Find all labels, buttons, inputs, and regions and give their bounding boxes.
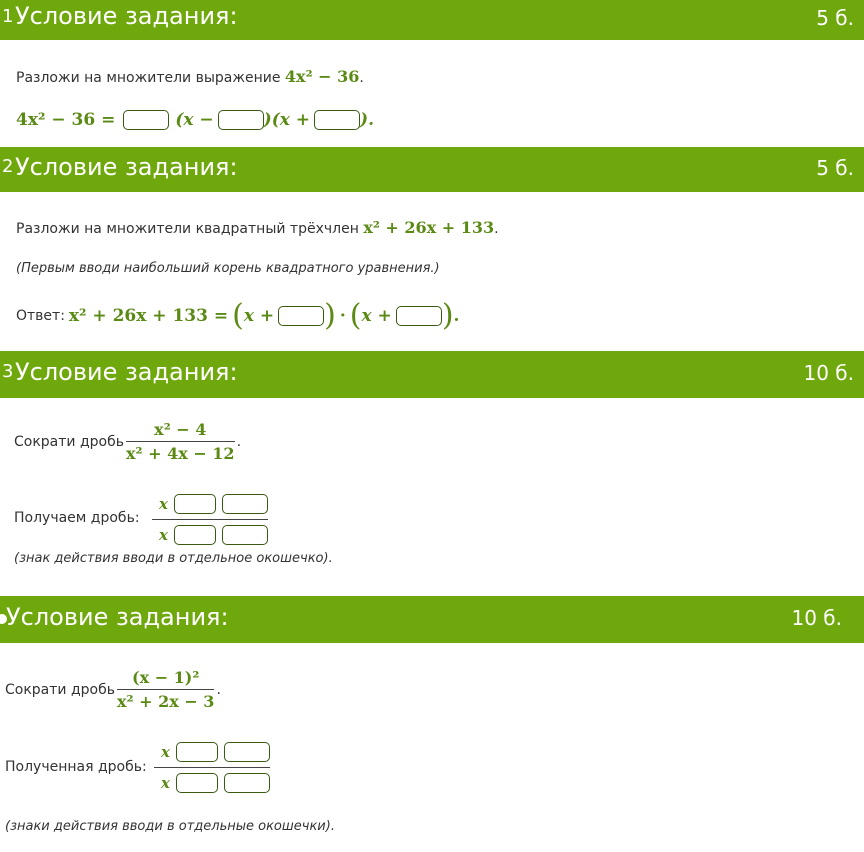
var-x: x + — [243, 305, 275, 326]
task-points: 10 б. — [803, 361, 854, 385]
task-number: 3 — [2, 361, 14, 382]
task-title: Условие задания: — [15, 2, 238, 30]
numerator-sign-input[interactable] — [174, 494, 216, 514]
answer-label: Ответ: — [16, 307, 65, 324]
denominator-sign-input[interactable] — [176, 773, 218, 793]
task-3-header — [0, 351, 864, 398]
prompt-text: Сократи дробь — [14, 433, 124, 450]
denominator-sign-input[interactable] — [174, 525, 216, 545]
equation-part: (x − — [175, 110, 214, 130]
fraction-numerator: x² − 4 — [154, 420, 207, 439]
dot-operator: · — [339, 305, 346, 326]
task-1-header — [0, 0, 864, 40]
task-4-prompt: Сократи дробь $\frac{\text{(x − 1)²}}{\text{x² + 2x − 3}}$ . — [5, 668, 221, 711]
numerator-var: x — [159, 495, 168, 513]
equation-lhs: 4x² − 36 = — [16, 110, 116, 130]
prompt-expression: 4x² − 36 — [284, 67, 360, 86]
period: . — [453, 305, 460, 326]
equation-part: )(x + — [263, 110, 311, 130]
fraction-denominator: x² + 2x − 3 — [116, 692, 215, 711]
task-2-answer — [16, 298, 459, 333]
task-number: 2 — [2, 156, 14, 177]
task-title: Условие задания: — [6, 603, 229, 631]
task-points: 5 б. — [816, 156, 854, 180]
root-input-2[interactable] — [314, 110, 360, 130]
task-2-hint: (Первым вводи наибольший корень квадратного уравнения.) — [16, 261, 440, 276]
task-1-prompt: Разложи на множители выражение 4x² − 36. — [16, 67, 364, 86]
equation-part: ). — [360, 110, 375, 130]
prompt-text: Сократи дробь — [5, 681, 115, 698]
task-4-header — [0, 596, 864, 643]
task-number: 1 — [2, 6, 14, 27]
prompt-fraction — [117, 668, 214, 711]
open-paren: ( — [232, 298, 244, 333]
task-points: 5 б. — [816, 6, 854, 30]
task-4-result-label: Полученная дробь: — [5, 759, 147, 775]
answer-expression: x² + 26x + 133 = — [68, 305, 229, 326]
open-paren: ( — [349, 298, 362, 333]
prompt-text: Разложи на множители квадратный трёхчлен — [16, 221, 364, 237]
prompt-text: Разложи на множители выражение — [16, 70, 285, 86]
denominator-var: x — [159, 526, 168, 544]
task-3-result-fraction — [152, 492, 268, 547]
root-input-1[interactable] — [278, 306, 324, 326]
numerator-value-input[interactable] — [224, 742, 270, 762]
task-1-equation — [16, 110, 374, 130]
prompt-expression: x² + 26x + 133 — [363, 218, 495, 237]
task-2-prompt: Разложи на множители квадратный трёхчлен x² + 26x + 133. — [16, 218, 499, 237]
numerator-value-input[interactable] — [222, 494, 268, 514]
task-3-result-label: Получаем дробь: — [14, 510, 140, 526]
denominator-var: x — [161, 774, 170, 792]
fraction-line — [117, 689, 214, 690]
task-4-hint: (знаки действия вводи в отдельные окошечки). — [5, 819, 335, 834]
task-title: Условие задания: — [15, 153, 238, 181]
root-input-1[interactable] — [218, 110, 264, 130]
prompt-fraction — [126, 420, 235, 463]
numerator-sign-input[interactable] — [176, 742, 218, 762]
task-2-header — [0, 147, 864, 192]
task-title: Условие задания: — [15, 358, 238, 386]
numerator-var: x — [161, 743, 170, 761]
fraction-line — [126, 441, 235, 442]
fraction-denominator: x² + 4x − 12 — [125, 444, 235, 463]
root-input-2[interactable] — [396, 306, 442, 326]
var-x: x + — [361, 305, 392, 326]
denominator-value-input[interactable] — [224, 773, 270, 793]
fraction-numerator: (x − 1)² — [132, 668, 200, 687]
close-paren: ) — [441, 298, 454, 333]
denominator-value-input[interactable] — [222, 525, 268, 545]
task-points: 10 б. — [791, 606, 842, 630]
fraction-line — [152, 519, 268, 520]
close-paren: ) — [324, 298, 336, 333]
task-3-prompt: Сократи дробь $\frac{\text{x² − 4}}{\text{x² + 4x − 12}}$ . — [14, 420, 242, 463]
fraction-line — [154, 767, 270, 768]
task-3-hint: (знак действия вводи в отдельное окошечко). — [14, 551, 333, 566]
coefficient-input[interactable] — [123, 110, 169, 130]
task-4-result-fraction — [154, 740, 270, 795]
